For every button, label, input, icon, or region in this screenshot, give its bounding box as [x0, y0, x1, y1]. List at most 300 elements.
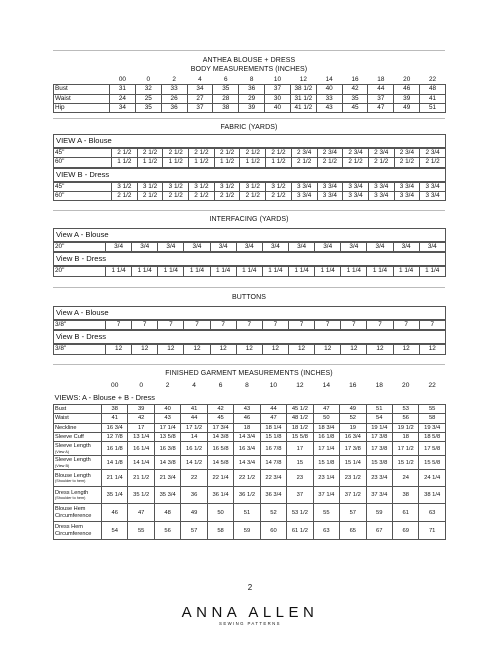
table-cell: 7	[262, 321, 288, 330]
size-header: 8	[245, 382, 249, 389]
table-cell: 1 1/2	[163, 158, 189, 167]
table-cell: 37 1/2	[340, 487, 366, 504]
table-cell: 15 3/8	[366, 456, 392, 470]
row-label: Dress Hem Circumference	[54, 522, 102, 540]
row-label: Neckline	[54, 423, 102, 432]
table-row	[54, 182, 446, 191]
table-cell: 39	[394, 94, 420, 103]
table-cell: 42	[342, 85, 368, 94]
table-cell: 37	[287, 487, 313, 504]
table-cell: 7	[210, 321, 236, 330]
table-row	[54, 423, 446, 432]
table-cell: 26	[161, 94, 187, 103]
table-cell: 3/4	[367, 243, 393, 252]
table-cell: 38 1/4	[419, 487, 445, 504]
table-cell: 3/4	[262, 243, 288, 252]
table-cell: 47	[260, 414, 286, 423]
table-cell: 30	[265, 94, 291, 103]
row-label: Sleeve Length (View B)	[54, 456, 102, 470]
table-cell: 17 3/4	[207, 423, 233, 432]
views-label: VIEWS: A - Blouse + B - Dress	[54, 393, 155, 402]
table-cell: 46	[102, 504, 128, 522]
table-cell: 24	[110, 94, 136, 103]
size-header: 2	[172, 76, 176, 83]
table-cell: 14	[181, 432, 207, 441]
table-cell: 7	[419, 321, 445, 330]
table-cell: 2 1/2	[240, 191, 266, 200]
table-cell: 1 1/4	[132, 267, 158, 276]
table-cell: 12	[158, 345, 184, 354]
table-cell: 1 1/4	[210, 267, 236, 276]
table-cell: 3/4	[315, 243, 341, 252]
table-row	[54, 158, 446, 167]
table-cell: 7	[106, 321, 132, 330]
table-cell: 55	[313, 504, 339, 522]
row-label: 45"	[54, 182, 112, 191]
header-cell	[54, 76, 110, 85]
table-cell: 14 5/8	[207, 456, 233, 470]
size-header: 16	[349, 382, 357, 389]
table-cell: 18	[234, 423, 260, 432]
table-cell: 14 7/8	[260, 456, 286, 470]
table-cell: 7	[158, 321, 184, 330]
table-cell: 14 1/4	[128, 456, 154, 470]
table-cell: 12	[236, 345, 262, 354]
table-cell: 33	[161, 85, 187, 94]
table-cell: 7	[393, 321, 419, 330]
table-cell: 1 1/2	[137, 158, 163, 167]
table-cell: 21 3/4	[154, 470, 180, 487]
table-cell: 34	[110, 103, 136, 112]
table-cell: 7	[288, 321, 314, 330]
table-cell: 1 1/4	[288, 267, 314, 276]
table-cell: 3 3/4	[420, 182, 446, 191]
row-label: Waist	[54, 94, 110, 103]
table-cell: 21 1/2	[128, 470, 154, 487]
brand-subtitle: SEWING PATTERNS	[219, 621, 281, 626]
table-cell: 18 1/2	[287, 423, 313, 432]
table-cell: 1 1/4	[236, 267, 262, 276]
table-cell: 16 1/2	[181, 442, 207, 456]
table-cell: 16 3/4	[102, 423, 128, 432]
table-cell: 59	[234, 522, 260, 540]
table-cell: 2 1/2	[214, 149, 240, 158]
table-cell: 2 1/2	[112, 149, 138, 158]
table-cell: 12	[341, 345, 367, 354]
size-header: 20	[403, 76, 411, 83]
table-cell: 19 1/4	[366, 423, 392, 432]
fabric-title: FABRIC (YARDS)	[220, 124, 278, 131]
size-header: 10	[269, 382, 278, 389]
table-cell: 38	[102, 405, 128, 414]
size-header: 4	[198, 76, 202, 83]
table-row	[54, 432, 446, 441]
table-cell: 36 3/4	[260, 487, 286, 504]
table-cell: 17	[128, 423, 154, 432]
table-cell: 17 5/8	[419, 442, 445, 456]
table-cell: 40	[154, 405, 180, 414]
table-cell: 48	[154, 504, 180, 522]
table-cell: 2 1/2	[368, 158, 394, 167]
table-cell: 51	[366, 405, 392, 414]
table-cell: 1 1/4	[106, 267, 132, 276]
table-cell: 2 3/4	[291, 149, 317, 158]
table-cell: 31 1/2	[290, 94, 316, 103]
table-cell: 3 1/2	[266, 182, 292, 191]
table-cell: 17 3/8	[340, 442, 366, 456]
table-row	[54, 267, 446, 276]
table-cell: 45	[342, 103, 368, 112]
table-cell: 12	[184, 345, 210, 354]
table-cell: 2 3/4	[394, 149, 420, 158]
table-cell: 35	[135, 103, 161, 112]
table-cell: 18 1/4	[260, 423, 286, 432]
size-header: 16	[351, 76, 359, 83]
table-cell: 3 3/4	[291, 191, 317, 200]
table-cell: 2 1/2	[266, 191, 292, 200]
table-cell: 44	[260, 405, 286, 414]
table-cell: 52	[340, 414, 366, 423]
table-cell: 3 3/4	[317, 182, 343, 191]
table-cell: 12	[132, 345, 158, 354]
table-cell: 3 3/4	[420, 191, 446, 200]
table-row	[54, 470, 446, 487]
table-cell: 34	[187, 85, 213, 94]
size-header: 8	[249, 76, 254, 83]
table-cell: 12	[419, 345, 445, 354]
table-cell: 23 1/2	[340, 470, 366, 487]
table-cell: 51	[420, 103, 446, 112]
row-label: 20"	[54, 267, 106, 276]
table-cell: 37 1/4	[313, 487, 339, 504]
table-cell: 12	[288, 345, 314, 354]
table-cell: 2 3/4	[368, 149, 394, 158]
table-cell: 1 1/2	[266, 158, 292, 167]
table-cell: 3 3/4	[291, 182, 317, 191]
table-cell: 3 3/4	[394, 191, 420, 200]
row-label: 3/8"	[54, 321, 106, 330]
table-cell: 1 1/4	[341, 267, 367, 276]
table-cell: 18 5/8	[419, 432, 445, 441]
table-cell: 19 1/2	[392, 423, 418, 432]
table-cell: 16 1/8	[313, 432, 339, 441]
table-cell: 27	[187, 94, 213, 103]
table-cell: 12	[393, 345, 419, 354]
table-cell: 15 1/2	[392, 456, 418, 470]
table-cell: 14 3/4	[234, 432, 260, 441]
table-cell: 58	[419, 414, 445, 423]
table-cell: 49	[394, 103, 420, 112]
table-cell: 65	[340, 522, 366, 540]
table-cell: 14 3/4	[234, 456, 260, 470]
table-row	[54, 243, 446, 252]
table-cell: 7	[184, 321, 210, 330]
table-cell: 47	[128, 504, 154, 522]
table-cell: 41	[102, 414, 128, 423]
row-label: Bust	[54, 85, 110, 94]
table-cell: 2 1/2	[163, 149, 189, 158]
finished-title: FINISHED GARMENT MEASUREMENTS (INCHES)	[165, 370, 333, 377]
table-cell: 63	[313, 522, 339, 540]
table-cell: 3 1/2	[137, 182, 163, 191]
table-cell: 56	[154, 522, 180, 540]
size-header: 12	[296, 382, 304, 389]
table-cell: 3 1/2	[189, 182, 215, 191]
table-cell: 35 1/2	[128, 487, 154, 504]
table-row	[54, 345, 446, 354]
table-cell: 1 1/4	[184, 267, 210, 276]
table-cell: 21 1/4	[102, 470, 128, 487]
table-cell: 67	[366, 522, 392, 540]
table-cell: 16 7/8	[260, 442, 286, 456]
group-label: View A - Blouse	[54, 229, 446, 242]
table-cell: 19 3/4	[419, 423, 445, 432]
table-cell: 17 3/8	[366, 442, 392, 456]
table-cell: 19	[340, 423, 366, 432]
table-cell: 17 1/4	[154, 423, 180, 432]
table-cell: 46	[394, 85, 420, 94]
table-cell: 2 1/2	[137, 191, 163, 200]
table-cell: 41	[181, 405, 207, 414]
table-cell: 3/4	[210, 243, 236, 252]
group-label: VIEW A - Blouse	[54, 135, 446, 148]
table-cell: 22 3/4	[260, 470, 286, 487]
table-cell: 38	[392, 487, 418, 504]
table-cell: 14 1/8	[102, 456, 128, 470]
table-cell: 3/4	[106, 243, 132, 252]
table-cell: 3 1/2	[163, 182, 189, 191]
table-cell: 1 1/4	[158, 267, 184, 276]
table-cell: 3/4	[236, 243, 262, 252]
table-cell: 37	[265, 85, 291, 94]
table-cell: 7	[132, 321, 158, 330]
table-cell: 17	[287, 442, 313, 456]
size-header: 12	[299, 76, 307, 83]
table-cell: 1 1/4	[367, 267, 393, 276]
table-cell: 14 1/2	[181, 456, 207, 470]
table-cell: 16 5/8	[207, 442, 233, 456]
table-row	[54, 94, 446, 103]
table-cell: 31	[110, 85, 136, 94]
table-cell: 51	[234, 504, 260, 522]
table-cell: 3 3/4	[343, 191, 369, 200]
size-header: 00	[111, 382, 119, 389]
table-row	[54, 414, 446, 423]
table-cell: 43	[234, 405, 260, 414]
size-header: 00	[118, 76, 126, 83]
table-cell: 17 3/8	[366, 432, 392, 441]
table-row	[54, 149, 446, 158]
page-number: 2	[247, 583, 253, 592]
table-cell: 1 1/2	[240, 158, 266, 167]
table-cell: 18 3/4	[313, 423, 339, 432]
table-cell: 49	[340, 405, 366, 414]
table-cell: 53	[392, 405, 418, 414]
table-row	[54, 85, 446, 94]
table-cell: 15 1/8	[260, 432, 286, 441]
row-label: 20"	[54, 243, 106, 252]
table-cell: 2 1/2	[266, 149, 292, 158]
table-cell: 3/4	[393, 243, 419, 252]
group-label: View A - Blouse	[54, 307, 446, 320]
table-cell: 35 1/4	[102, 487, 128, 504]
table-cell: 38	[213, 103, 239, 112]
body-measurements-table	[53, 76, 446, 113]
table-cell: 41 1/2	[290, 103, 316, 112]
table-cell: 23	[287, 470, 313, 487]
table-cell: 22 1/2	[234, 470, 260, 487]
table-cell: 63	[419, 504, 445, 522]
table-cell: 36	[181, 487, 207, 504]
size-header: 10	[273, 76, 282, 83]
table-cell: 3/4	[419, 243, 445, 252]
table-cell: 12	[106, 345, 132, 354]
table-cell: 12 7/8	[102, 432, 128, 441]
table-cell: 1 1/2	[214, 158, 240, 167]
buttons-section	[53, 306, 445, 355]
table-cell: 37	[187, 103, 213, 112]
table-cell: 3/4	[132, 243, 158, 252]
row-label: Blouse Length (Shoulder to hem)	[54, 470, 102, 487]
table-cell: 3 3/4	[317, 191, 343, 200]
table-cell: 69	[392, 522, 418, 540]
table-cell: 43	[316, 103, 342, 112]
table-cell: 12	[262, 345, 288, 354]
table-cell: 16 1/4	[128, 442, 154, 456]
size-header: 0	[139, 382, 144, 389]
table-cell: 40	[316, 85, 342, 94]
row-label: Dress Length (Shoulder to hem)	[54, 487, 102, 504]
table-cell: 17 1/2	[181, 423, 207, 432]
size-header: 18	[375, 382, 383, 389]
table-cell: 42	[128, 414, 154, 423]
table-cell: 12	[210, 345, 236, 354]
row-label: Bust	[54, 405, 102, 414]
table-cell: 2 1/2	[317, 158, 343, 167]
table-cell: 36 1/2	[234, 487, 260, 504]
table-cell: 3/4	[341, 243, 367, 252]
size-header: 20	[402, 382, 410, 389]
table-cell: 2 1/2	[291, 158, 317, 167]
table-cell: 60	[260, 522, 286, 540]
table-cell: 45	[207, 414, 233, 423]
interfacing-section	[53, 228, 445, 277]
table-cell: 37 3/4	[366, 487, 392, 504]
table-cell: 38 1/2	[290, 85, 316, 94]
table-cell: 58	[207, 522, 233, 540]
table-cell: 2 3/4	[420, 149, 446, 158]
table-cell: 49	[181, 504, 207, 522]
table-cell: 23 3/4	[366, 470, 392, 487]
table-cell: 61	[392, 504, 418, 522]
size-header: 2	[165, 382, 170, 389]
table-cell: 13 5/8	[154, 432, 180, 441]
table-cell: 3 3/4	[368, 182, 394, 191]
table-cell: 48	[420, 85, 446, 94]
table-cell: 22	[181, 470, 207, 487]
size-header: 22	[428, 76, 437, 83]
table-cell: 61 1/2	[287, 522, 313, 540]
table-cell: 24 1/4	[419, 470, 445, 487]
table-cell: 2 1/2	[420, 158, 446, 167]
table-cell: 3/4	[288, 243, 314, 252]
table-row	[54, 442, 446, 456]
row-label: Sleeve Length (View A)	[54, 442, 102, 456]
row-label: 3/8"	[54, 345, 106, 354]
table-cell: 50	[313, 414, 339, 423]
table-cell: 13 1/4	[128, 432, 154, 441]
group-label: VIEW B - Dress	[54, 168, 446, 181]
table-cell: 2 1/2	[394, 158, 420, 167]
table-cell: 55	[128, 522, 154, 540]
table-cell: 43	[154, 414, 180, 423]
row-label: Waist	[54, 414, 102, 423]
table-cell: 18	[392, 432, 418, 441]
finished-section	[53, 380, 445, 540]
table-row	[54, 504, 446, 522]
table-cell: 15	[287, 456, 313, 470]
table-cell: 3 1/2	[240, 182, 266, 191]
table-cell: 22 1/4	[207, 470, 233, 487]
table-cell: 15 5/8	[287, 432, 313, 441]
table-cell: 1 1/4	[315, 267, 341, 276]
row-label: Sleeve Cuff	[54, 432, 102, 441]
title-1: ANTHEA BLOUSE + DRESS	[202, 57, 296, 64]
size-header: 6	[224, 76, 228, 83]
table-cell: 2 1/2	[189, 149, 215, 158]
table-cell: 48 1/2	[287, 414, 313, 423]
buttons-title: BUTTONS	[231, 294, 267, 301]
table-cell: 44	[368, 85, 394, 94]
table-cell: 41	[420, 94, 446, 103]
size-header: 0	[146, 76, 151, 83]
table-cell: 1 1/4	[419, 267, 445, 276]
table-cell: 7	[236, 321, 262, 330]
header-cell	[54, 380, 102, 391]
table-cell: 40	[265, 103, 291, 112]
table-cell: 52	[260, 504, 286, 522]
table-cell: 15 5/8	[419, 456, 445, 470]
size-header: 14	[322, 382, 331, 389]
table-cell: 3/4	[158, 243, 184, 252]
table-row	[54, 103, 446, 112]
table-cell: 16 3/4	[340, 432, 366, 441]
size-header: 18	[377, 76, 385, 83]
table-cell: 15 1/8	[313, 456, 339, 470]
table-cell: 1 1/4	[262, 267, 288, 276]
table-cell: 35 3/4	[154, 487, 180, 504]
table-row	[54, 456, 446, 470]
table-cell: 59	[366, 504, 392, 522]
table-cell: 57	[340, 504, 366, 522]
table-cell: 28	[213, 94, 239, 103]
table-cell: 2 1/2	[189, 191, 215, 200]
table-cell: 24	[392, 470, 418, 487]
table-cell: 45 1/2	[287, 405, 313, 414]
group-label: View B - Dress	[54, 331, 446, 344]
table-cell: 55	[419, 405, 445, 414]
table-cell: 7	[341, 321, 367, 330]
table-cell: 25	[135, 94, 161, 103]
group-label: View B - Dress	[54, 253, 446, 266]
table-cell: 71	[419, 522, 445, 540]
table-cell: 12	[367, 345, 393, 354]
table-cell: 3/4	[184, 243, 210, 252]
row-label: 60"	[54, 158, 112, 167]
table-cell: 2 1/2	[240, 149, 266, 158]
row-label: Hip	[54, 103, 110, 112]
table-cell: 2 1/2	[112, 191, 138, 200]
